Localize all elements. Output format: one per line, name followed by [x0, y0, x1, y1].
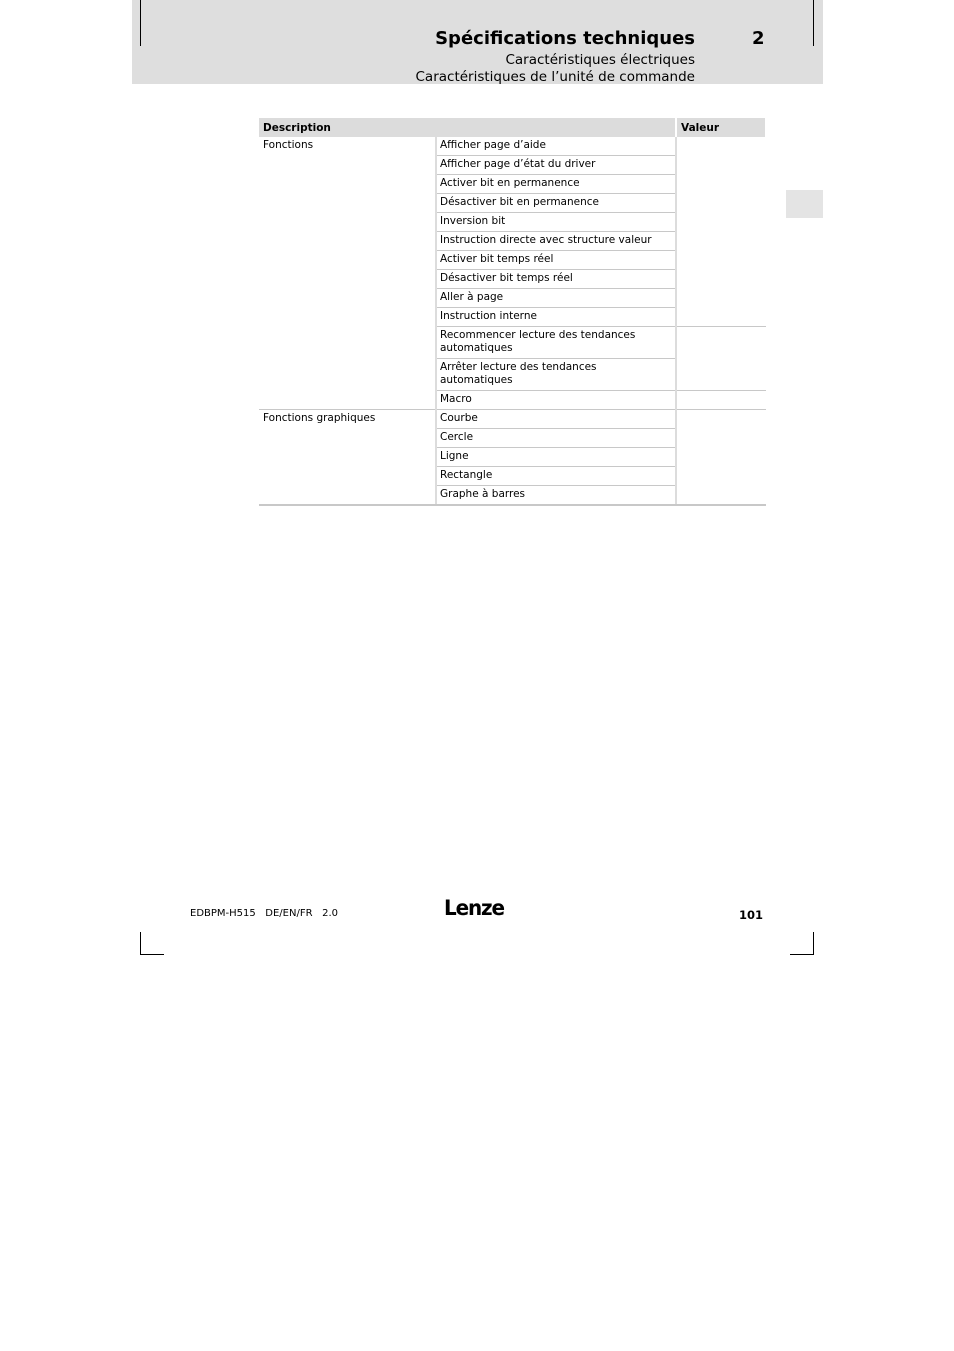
- function-item: Inversion bit: [436, 213, 676, 232]
- value-cell: [676, 327, 766, 391]
- function-item: Recommencer lecture des tendances automatiques: [436, 327, 676, 359]
- function-item: Aller à page: [436, 289, 676, 308]
- function-item: Afficher page d’aide: [436, 137, 676, 156]
- function-item: Désactiver bit temps réel: [436, 270, 676, 289]
- column-header-value: Valeur: [676, 118, 766, 137]
- crop-mark-top-left: [140, 0, 141, 46]
- function-item: Instruction directe avec structure valeur: [436, 232, 676, 251]
- function-item: Courbe: [436, 410, 676, 429]
- document-code: EDBPM-H515 DE/EN/FR 2.0: [190, 908, 338, 919]
- subsection-subtitle: Caractéristiques de l’unité de commande: [415, 69, 695, 85]
- section-subtitle: Caractéristiques électriques: [505, 52, 695, 68]
- function-item: Afficher page d’état du driver: [436, 156, 676, 175]
- function-item: Activer bit temps réel: [436, 251, 676, 270]
- page-title: Spécifications techniques: [435, 28, 695, 49]
- value-cell: [676, 137, 766, 327]
- crop-mark-bottom-right-v: [813, 932, 814, 954]
- function-item: Cercle: [436, 429, 676, 448]
- function-item: Activer bit en permanence: [436, 175, 676, 194]
- lenze-logo: Lenze: [444, 896, 504, 920]
- crop-mark-bottom-left-v: [140, 932, 141, 954]
- chapter-side-tab: [786, 190, 823, 218]
- crop-mark-bottom-right-h: [790, 954, 814, 955]
- function-item: Graphe à barres: [436, 486, 676, 506]
- value-cell: [676, 391, 766, 410]
- spec-table: [259, 118, 768, 506]
- column-header-description: Description: [259, 118, 676, 137]
- table-row: [259, 410, 766, 429]
- function-item: Rectangle: [436, 467, 676, 486]
- group-label-functions: Fonctions: [259, 137, 436, 410]
- function-item: Instruction interne: [436, 308, 676, 327]
- function-item: Arrêter lecture des tendances automatiques: [436, 359, 676, 391]
- table-header-row: [259, 118, 766, 137]
- function-item: Désactiver bit en permanence: [436, 194, 676, 213]
- group-label-graphic-functions: Fonctions graphiques: [259, 410, 436, 506]
- table-row: [259, 137, 766, 156]
- chapter-number: 2: [752, 28, 765, 49]
- crop-mark-bottom-left-h: [140, 954, 164, 955]
- page-number: 101: [738, 908, 763, 922]
- crop-mark-top-right: [813, 0, 814, 46]
- value-cell: [676, 410, 766, 506]
- function-item: Macro: [436, 391, 676, 410]
- function-item: Ligne: [436, 448, 676, 467]
